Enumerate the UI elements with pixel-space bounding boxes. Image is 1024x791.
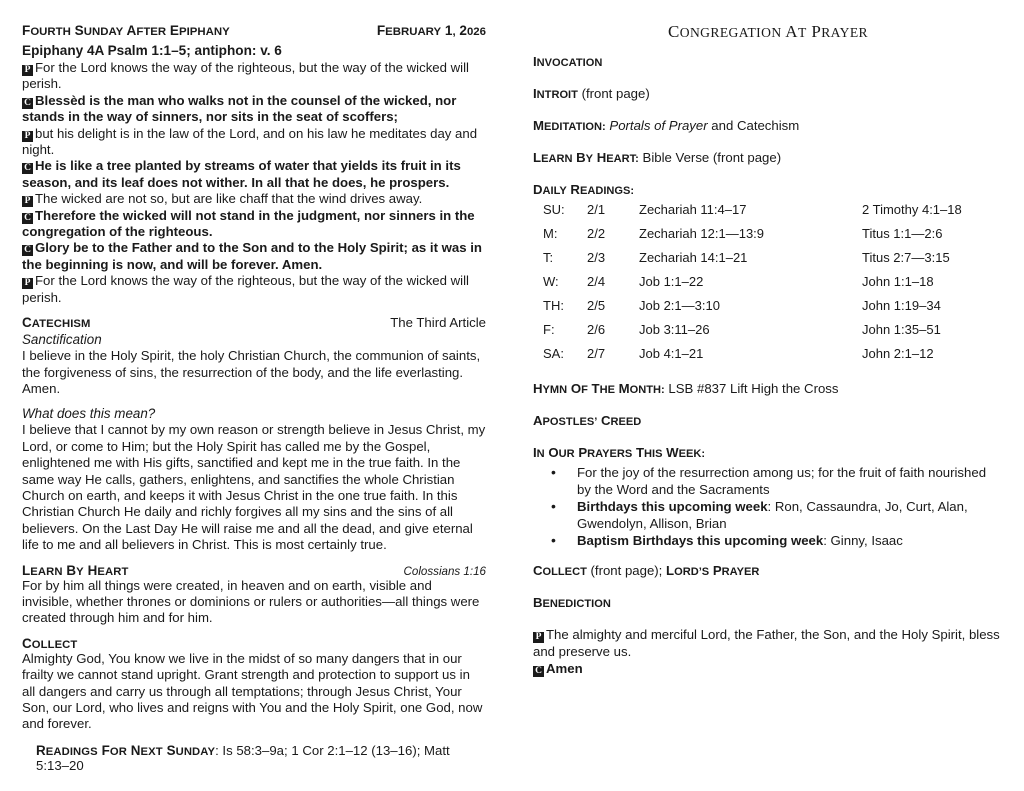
psalm-verse-text: Glory be to the Father and to the Son and to the Holy Spirit; as it was in the beginning is now, and will be forever. Amen.	[22, 240, 482, 272]
reading-date: 2/7	[587, 346, 606, 361]
prayer-item-text: For the joy of the resurrection among us; for the fruit of faith nourished by the Word and the Sacraments	[577, 465, 987, 497]
right-column	[533, 22, 1003, 677]
learn-by-heart-citation: Colossians 1:16	[403, 564, 486, 578]
left-column	[22, 22, 486, 773]
catechism-question: What does this mean?	[22, 406, 156, 422]
collect-heading-row	[22, 636, 486, 651]
reading-day: SU:	[543, 202, 565, 217]
table-row	[533, 202, 1003, 226]
catechism-subheading: Sanctification	[22, 332, 102, 348]
reading-new-testament: John 1:1–18	[862, 274, 934, 289]
service-date: FEBRUARY 1, 2026	[376, 23, 486, 38]
reading-old-testament: Zechariah 12:1—13:9	[639, 226, 765, 241]
psalm-verse-text: but his delight is in the law of the Lord, and on his law he meditates day and night.	[22, 125, 478, 158]
collect-heading: COLLECT	[22, 635, 78, 651]
next-sunday-label: READINGS FOR NEXT SUNDAY	[36, 742, 216, 758]
order-item-label: INVOCATION	[533, 54, 603, 69]
prayer-item-text: : Ron, Cassaundra, Jo, Curt, Alan, Gwendolyn, Allison, Brian	[577, 499, 968, 531]
order-item-label: MEDITATION:	[533, 118, 606, 133]
reading-day: W:	[543, 274, 559, 289]
order-item-rest: and Catechism	[707, 118, 800, 133]
benediction-verse-text: The almighty and merciful Lord, the Father, the Son, and the Holy Spirit, bless and preserve us.	[533, 626, 1000, 659]
reading-day: TH:	[543, 298, 564, 313]
reading-date: 2/6	[587, 322, 606, 337]
psalm-verse-text: He is like a tree planted by streams of water that yields its fruit in its season, and its leaf does not wither. In all that he does, he prospers.	[22, 158, 461, 190]
learn-by-heart-text: For by him all things were created, in heaven and on earth, visible and invisible, whether thrones or dominions or rulers or authorities—all things were created through him and for him.	[22, 577, 480, 626]
psalm-verse-text: Blessèd is the man who walks not in the counsel of the wicked, nor stands in the way of sinners, nor sits in the seat of scoffers;	[22, 92, 457, 125]
pastor-marker-icon: P	[22, 65, 33, 76]
order-item	[533, 149, 1003, 168]
psalm-verse	[22, 273, 486, 306]
order-item	[533, 53, 1003, 72]
catechism-heading-row	[22, 315, 486, 330]
congregation-marker-icon: C	[533, 666, 544, 677]
psalm-verse-text: The wicked are not so, but are like chaff that the wind drives away.	[35, 191, 423, 207]
psalm-verse-text: For the Lord knows the way of the righteous, but the way of the wicked will perish.	[22, 273, 469, 305]
reading-new-testament: 2 Timothy 4:1–18	[862, 202, 962, 217]
reading-day: T:	[543, 250, 554, 265]
reading-day: M:	[543, 226, 558, 241]
apostles-creed-label: APOSTLES’ CREED	[533, 413, 642, 428]
table-row	[533, 322, 1003, 346]
pastor-marker-icon: P	[22, 196, 33, 207]
benediction-verse	[533, 660, 1003, 677]
benediction-heading	[533, 594, 1003, 613]
collect-lords-prayer	[533, 562, 1003, 581]
psalm-verse	[22, 208, 486, 241]
prayers-heading	[533, 444, 1003, 463]
congregation-at-prayer-title: CONGREGATION AT PRAYER	[667, 22, 869, 41]
table-row	[533, 274, 1003, 298]
catechism-answer: I believe that I cannot by my own reason or strength believe in Jesus Christ, my Lord, or come to Him; but the Holy Spirit has called me by the Gospel, enlightened me with His gifts, sanctified and kept me in the true faith. In the same way He calls, gathers, enlightens, and sanctifies the whole Christian Church on earth, and keeps it with Jesus Christ in the one true faith. In this Christian Church He daily and richly forgives all my sins and the sins of all believers. On the Last Day He will raise me and all the dead, and give eternal life to me and all believers in Christ. This is most certainly true.	[22, 422, 486, 553]
order-item-label: INTROIT	[533, 86, 578, 101]
hymn-value: LSB #837 Lift High the Cross	[664, 381, 839, 396]
prayer-list	[533, 465, 1003, 550]
order-item-italic: Portals of Prayer	[605, 118, 708, 133]
psalm-reference: Epiphany 4A Psalm 1:1–5; antiphon: v. 6	[22, 43, 282, 58]
reading-old-testament: Job 4:1–21	[639, 346, 704, 361]
collect-text: Almighty God, You know we live in the midst of so many dangers that in our frailty we cannot stand upright. Grant strength and protection to support us in all dangers and carry us through all temptations; through Jesus Christ, Your Son, our Lord, who lives and reigns with You and the Holy Spirit, one God, now and forever.	[22, 650, 483, 732]
daily-readings-table	[533, 202, 1003, 370]
reading-date: 2/5	[587, 298, 606, 313]
reading-date: 2/4	[587, 274, 606, 289]
order-item	[533, 181, 1003, 200]
psalm-verse	[22, 158, 486, 191]
reading-day: SA:	[543, 346, 564, 361]
psalm-verse	[22, 191, 486, 207]
psalm-verses	[22, 60, 486, 306]
benediction-verse	[533, 626, 1003, 660]
table-row	[533, 250, 1003, 274]
apostles-creed	[533, 412, 1003, 431]
learn-by-heart-heading: LEARN BY HEART	[22, 562, 129, 578]
reading-new-testament: Titus 2:7—3:15	[862, 250, 950, 265]
congregation-marker-icon: C	[22, 245, 33, 256]
reading-old-testament: Zechariah 11:4–17	[639, 202, 747, 217]
list-item	[551, 465, 1003, 498]
psalm-verse	[22, 240, 486, 273]
reading-new-testament: John 1:35–51	[862, 322, 941, 337]
psalm-verse	[22, 60, 486, 93]
benediction-verse-text: Amen	[546, 660, 583, 676]
catechism-article: The Third Article	[390, 315, 486, 331]
psalm-verse	[22, 126, 486, 159]
hymn-label: HYMN OF THE MONTH:	[533, 381, 665, 396]
list-item	[551, 533, 1003, 550]
benediction-heading-label: BENEDICTION	[533, 594, 611, 610]
reading-date: 2/1	[587, 202, 606, 217]
reading-new-testament: John 1:19–34	[862, 298, 941, 313]
reading-old-testament: Zechariah 14:1–21	[639, 250, 748, 265]
table-row	[533, 298, 1003, 322]
prayers-heading-label: IN OUR PRAYERS THIS WEEK:	[533, 445, 706, 460]
hymn-of-the-month	[533, 380, 1003, 399]
catechism-creed-text: I believe in the Holy Spirit, the holy Christian Church, the communion of saints, the forgiveness of sins, the resurrection of the body, and the life everlasting. Amen.	[22, 348, 481, 396]
reading-old-testament: Job 2:1—3:10	[639, 298, 720, 313]
reading-new-testament: John 2:1–12	[862, 346, 934, 361]
psalm-verse-text: For the Lord knows the way of the righteous, but the way of the wicked will perish.	[22, 60, 469, 92]
next-sunday-value: Is 58:3–9a; 1 Cor 2:1–12 (13–16); Matt 5:13–20	[36, 742, 450, 773]
lords-prayer-label: LORD’S PRAYER	[666, 562, 760, 578]
order-item-label: DAILY READINGS:	[533, 182, 635, 197]
order-item-label: LEARN BY HEART:	[533, 150, 639, 165]
pastor-marker-icon: P	[22, 131, 33, 142]
congregation-marker-icon: C	[22, 213, 33, 224]
service-title: FOURTH SUNDAY AFTER EPIPHANY	[22, 23, 230, 38]
next-sunday-separator: :	[215, 742, 219, 758]
prayer-item-bold: Birthdays this upcoming week	[577, 499, 768, 515]
order-item	[533, 117, 1003, 136]
table-row	[533, 226, 1003, 250]
congregation-marker-icon: C	[22, 98, 33, 109]
pastor-marker-icon: P	[22, 278, 33, 289]
order-item-rest: (front page)	[577, 86, 650, 101]
reading-date: 2/2	[587, 226, 606, 241]
order-item	[533, 85, 1003, 104]
reading-old-testament: Job 1:1–22	[639, 274, 704, 289]
reading-new-testament: Titus 1:1—2:6	[862, 226, 943, 241]
catechism-heading: CATECHISM	[22, 315, 91, 331]
benediction-verses	[533, 626, 1003, 677]
order-item-rest: Bible Verse (front page)	[638, 150, 782, 165]
table-row	[533, 346, 1003, 370]
order-of-service	[533, 53, 1003, 200]
reading-old-testament: Job 3:11–26	[639, 322, 710, 337]
reading-day: F:	[543, 322, 555, 337]
reading-date: 2/3	[587, 250, 606, 265]
psalm-verse-text: Therefore the wicked will not stand in the judgment, nor sinners in the congregation of the righteous.	[22, 207, 475, 240]
left-header	[22, 22, 486, 41]
collect-front-page: (front page);	[586, 562, 667, 578]
congregation-marker-icon: C	[22, 163, 33, 174]
learn-by-heart-heading-row	[22, 563, 486, 578]
prayer-item-bold: Baptism Birthdays this upcoming week	[577, 533, 824, 549]
prayer-item-text: : Ginny, Isaac	[823, 533, 903, 549]
collect-label: COLLECT	[533, 562, 587, 578]
psalm-verse	[22, 93, 486, 126]
pastor-marker-icon: P	[533, 632, 544, 643]
next-sunday-readings	[22, 743, 486, 773]
list-item	[551, 499, 1003, 532]
